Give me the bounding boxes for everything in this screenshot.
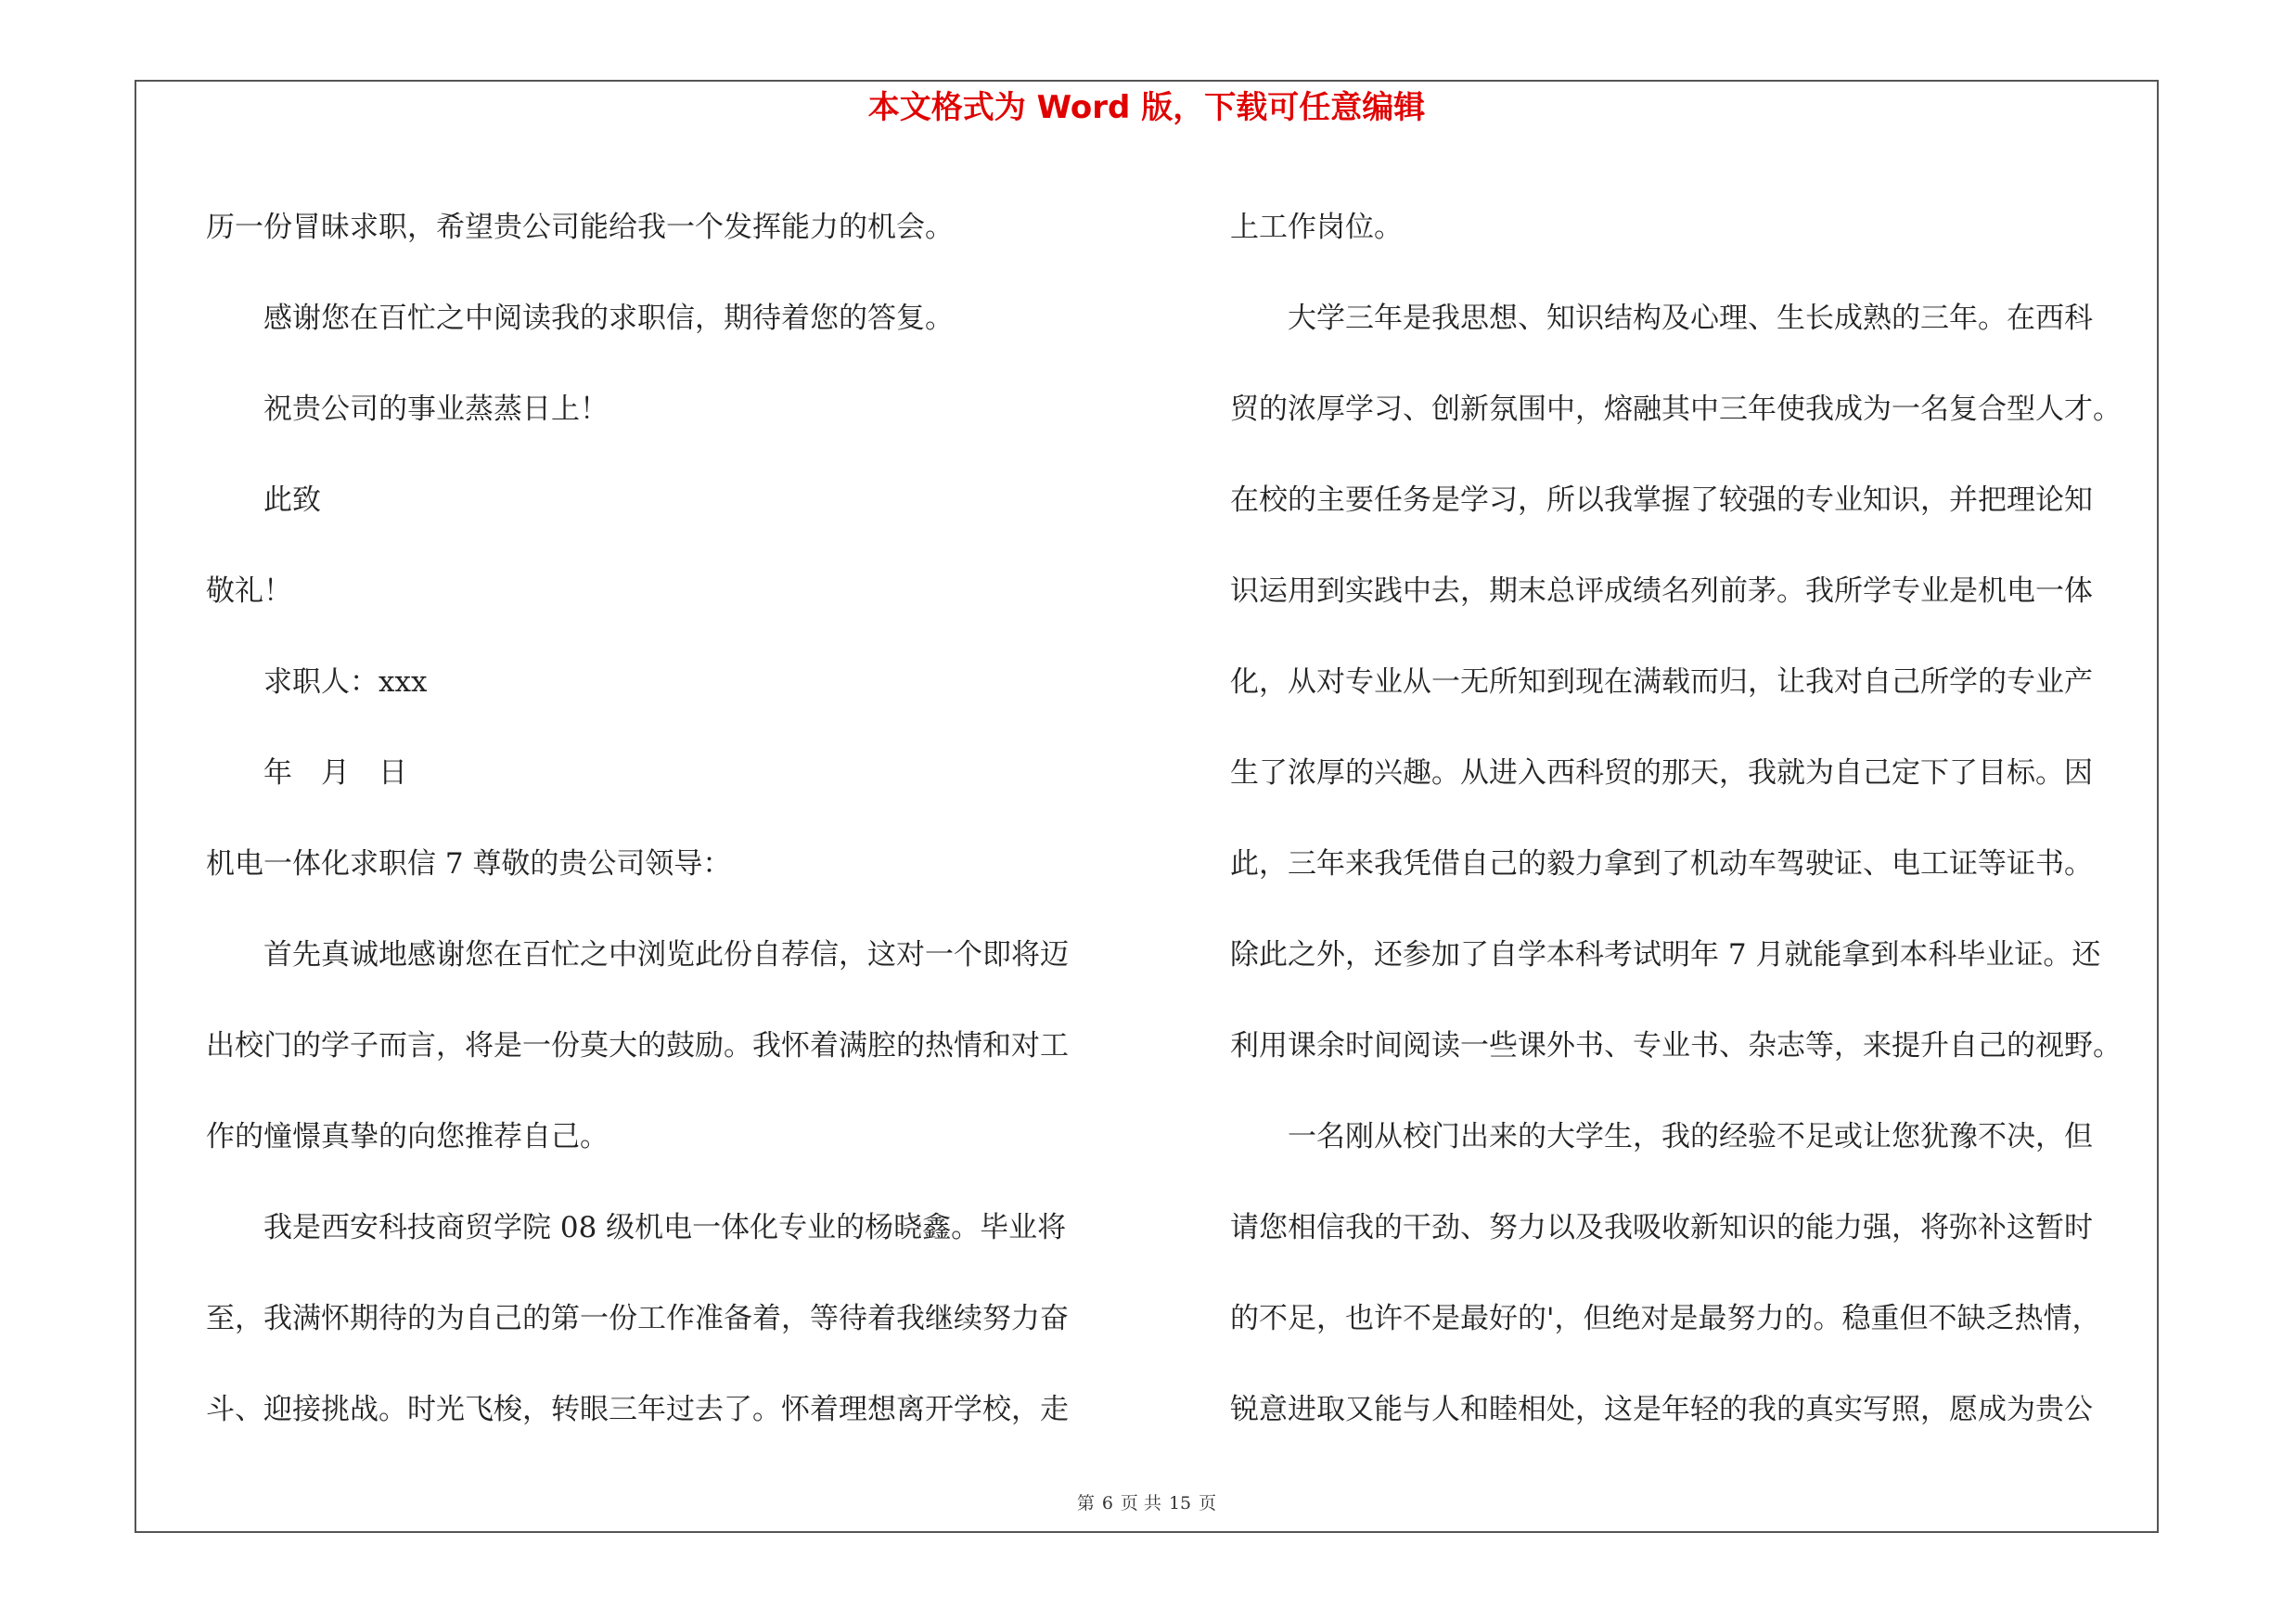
footer-page-number: 6	[1101, 1493, 1113, 1514]
paragraph-line: 贸的浓厚学习、创新氛围中，熔融其中三年使我成为一名复合型人才。	[1230, 393, 2122, 426]
page-footer	[135, 1489, 2159, 1514]
paragraph-line: 祝贵公司的事业蒸蒸日上！	[263, 393, 609, 426]
paragraph-line: 敬礼！	[206, 574, 292, 608]
paragraph-line: 作的憧憬真挚的向您推荐自己。	[206, 1120, 609, 1153]
header-banner: 本文格式为 Word 版，下载可任意编辑	[867, 89, 1426, 126]
paragraph-line: 锐意进取又能与人和睦相处，这是年轻的我的真实写照，愿成为贵公	[1230, 1393, 2093, 1426]
paragraph-line: 上工作岗位。	[1230, 211, 1403, 244]
paragraph-line: 一名刚从校门出来的大学生，我的经验不足或让您犹豫不决，但	[1288, 1120, 2093, 1153]
paragraph-line: 识运用到实践中去，期末总评成绩名列前茅。我所学专业是机电一体	[1230, 574, 2093, 608]
paragraph-line: 历一份冒昧求职，希望贵公司能给我一个发挥能力的机会。	[206, 211, 954, 244]
paragraph-line: 此，三年来我凭借自己的毅力拿到了机动车驾驶证、电工证等证书。	[1230, 847, 2093, 881]
left-column	[206, 182, 1124, 1455]
paragraph-line: 机电一体化求职信 7 尊敬的贵公司领导：	[206, 847, 732, 881]
paragraph-line: 感谢您在百忙之中阅读我的求职信，期待着您的答复。	[263, 302, 954, 335]
paragraph-line: 生了浓厚的兴趣。从进入西科贸的那天，我就为自己定下了目标。因	[1230, 756, 2093, 790]
paragraph-line: 至，我满怀期待的为自己的第一份工作准备着，等待着我继续努力奋	[206, 1302, 1069, 1335]
paragraph-line: 首先真诚地感谢您在百忙之中浏览此份自荐信，这对一个即将迈	[263, 938, 1069, 972]
paragraph-line: 此致	[263, 483, 321, 517]
footer-suffix: 页	[1199, 1493, 1217, 1514]
paragraph-line: 我是西安科技商贸学院 08 级机电一体化专业的杨晓鑫。毕业将	[263, 1211, 1067, 1244]
paragraph-line: 年 月 日	[263, 756, 407, 790]
footer-total-pages: 15	[1168, 1493, 1192, 1514]
paragraph-line: 出校门的学子而言，将是一份莫大的鼓励。我怀着满腔的热情和对工	[206, 1029, 1069, 1063]
right-column	[1230, 182, 2158, 1455]
paragraph-line: 的不足，也许不是最好的'，但绝对是最努力的。稳重但不缺乏热情，	[1230, 1302, 2101, 1335]
paragraph-line: 利用课余时间阅读一些课外书、专业书、杂志等，来提升自己的视野。	[1230, 1029, 2122, 1063]
paragraph-line: 在校的主要任务是学习，所以我掌握了较强的专业知识，并把理论知	[1230, 483, 2093, 517]
footer-mid: 页 共	[1120, 1493, 1161, 1514]
paragraph-line: 除此之外，还参加了自学本科考试明年 7 月就能拿到本科毕业证。还	[1230, 938, 2101, 972]
paragraph-line: 大学三年是我思想、知识结构及心理、生长成熟的三年。在西科	[1288, 302, 2093, 335]
footer-prefix: 第	[1076, 1493, 1095, 1514]
paragraph-line: 求职人：xxx	[263, 665, 428, 699]
paragraph-line: 化，从对专业从一无所知到现在满载而归，让我对自己所学的专业产	[1230, 665, 2093, 699]
paragraph-line: 请您相信我的干劲、努力以及我吸收新知识的能力强，将弥补这暂时	[1230, 1211, 2093, 1244]
paragraph-line: 斗、迎接挑战。时光飞梭，转眼三年过去了。怀着理想离开学校，走	[206, 1393, 1069, 1426]
